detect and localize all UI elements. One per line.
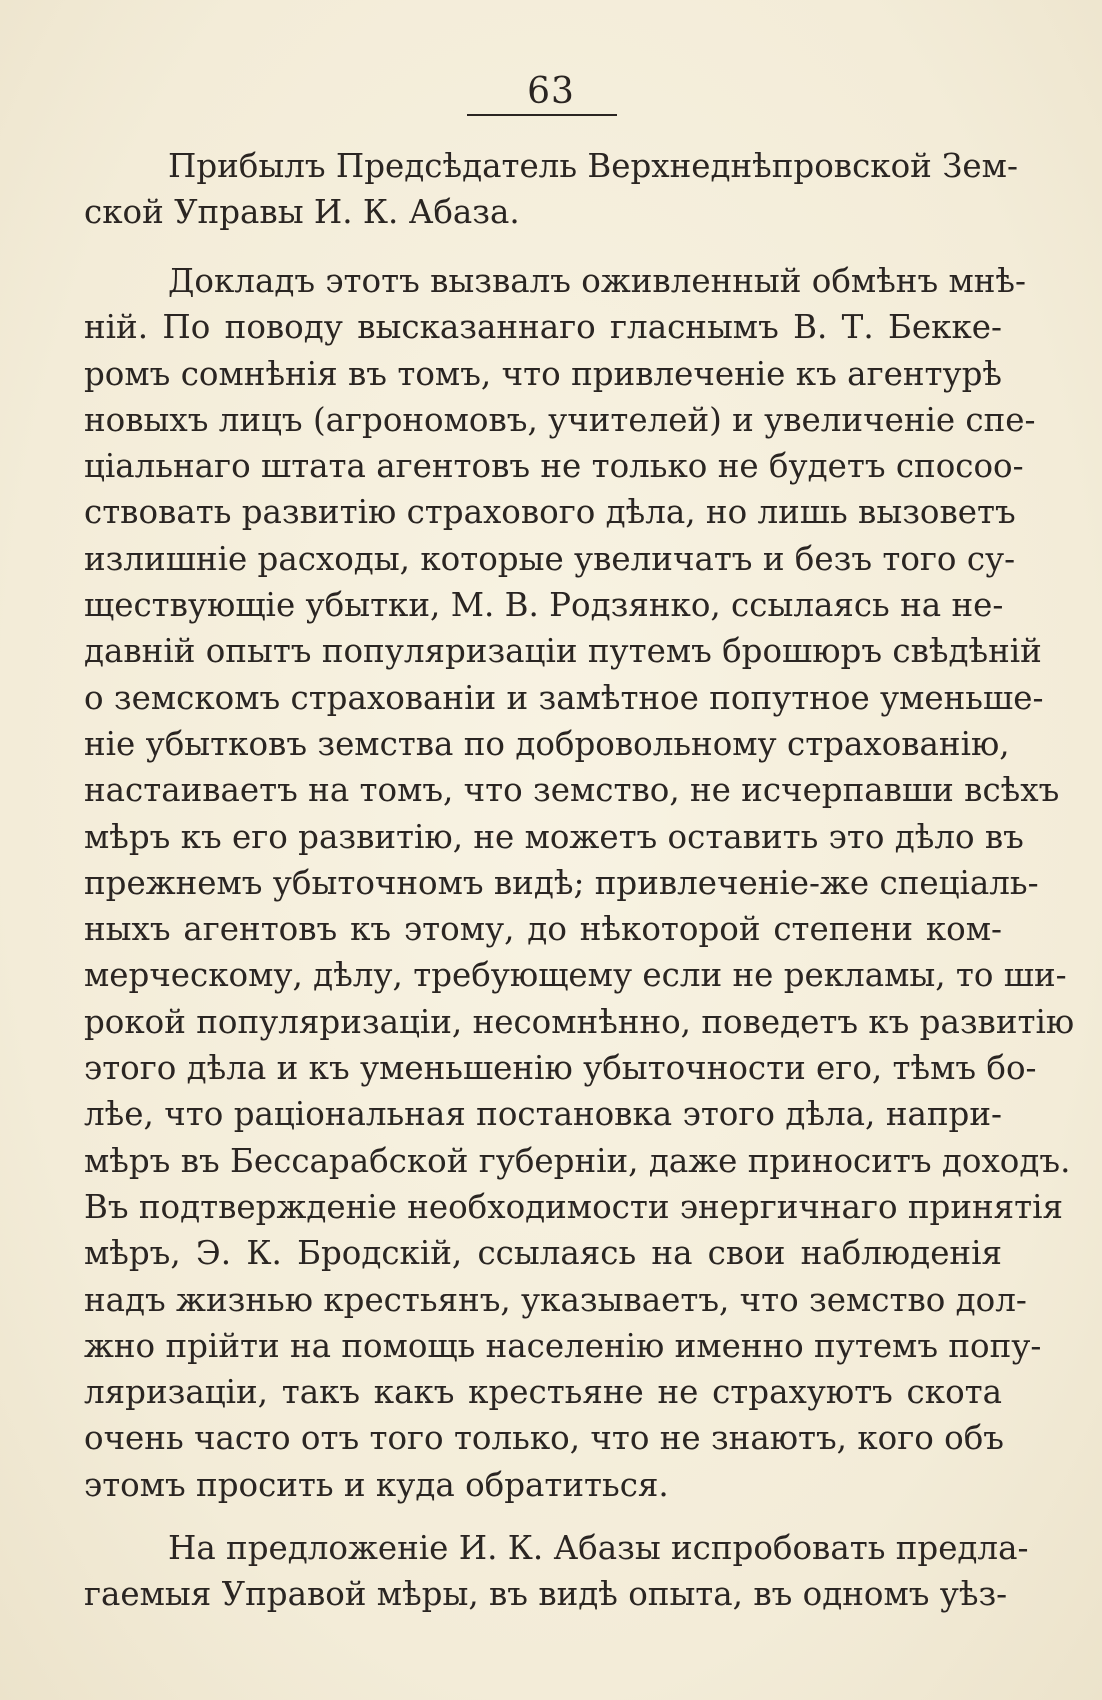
page-number: 63 — [527, 71, 575, 112]
paragraph-3 — [84, 1525, 1029, 1618]
text-line: гаемыя Управой мѣры, въ видѣ опыта, въ одномъ уѣз- — [84, 1575, 1008, 1614]
page-number-rule — [467, 114, 617, 116]
text-line: мѣръ въ Бессарабской губерніи, даже приноситъ доходъ. — [84, 1141, 1071, 1180]
text-line: очень часто отъ того только, что не знаютъ, кого объ — [84, 1419, 1004, 1458]
text-line: давній опытъ популяризаціи путемъ брошюръ свѣдѣній — [84, 632, 1042, 671]
text-line: Прибылъ Предсѣдатель Верхнеднѣпровской Зем- — [168, 147, 1018, 185]
text-line: ществующіе убытки, М. В. Родзянко, ссылаясь на не- — [84, 586, 1004, 625]
text-line: лѣе, что раціональная постановка этого дѣла, напри- — [84, 1095, 1002, 1134]
text-line: ромъ сомнѣнія въ томъ, что привлеченіе къ агентурѣ — [84, 354, 1002, 393]
text-line: Въ подтвержденіе необходимости энергичнаго принятія — [84, 1187, 1064, 1226]
text-line: этомъ просить и куда обратиться. — [84, 1465, 669, 1504]
text-line: прежнемъ убыточномъ видѣ; привлеченіе-же спеціаль- — [84, 863, 1039, 902]
text-line: излишніе расходы, которые увеличатъ и безъ того су- — [84, 539, 1016, 578]
paragraph-2 — [84, 258, 1075, 1508]
text-line: ніе убытковъ земства по добровольному страхованію, — [84, 724, 1010, 763]
text-line: этого дѣла и къ уменьшенію убыточности его, тѣмъ бо- — [84, 1049, 1037, 1088]
text-line: жно прійти на помощь населенію именно путемъ попу- — [84, 1326, 1042, 1365]
text-line: ляризаціи, такъ какъ крестьяне не страхуютъ скота — [84, 1373, 1002, 1412]
text-line: На предложеніе И. К. Абазы испробовать предла- — [168, 1529, 1029, 1567]
text-line: ній. По поводу высказаннаго гласнымъ В. Т. Бекке- — [84, 308, 1002, 347]
paragraph-1 — [84, 143, 1018, 236]
text-line: ствовать развитію страхового дѣла, но лишь вызоветъ — [84, 493, 1016, 532]
text-line: настаиваетъ на томъ, что земство, не исчерпавши всѣхъ — [84, 771, 1060, 810]
text-line: мерческому, дѣлу, требующему если не рекламы, то ши- — [84, 956, 1067, 995]
text-line: о земскомъ страхованіи и замѣтное попутное уменьше- — [84, 678, 1044, 717]
text-line: Докладъ этотъ вызвалъ оживленный обмѣнъ мнѣ- — [168, 262, 1026, 300]
text-line: новыхъ лицъ (агрономовъ, учителей) и увеличеніе спе- — [84, 400, 1036, 439]
text-line: ціальнаго штата агентовъ не только не будетъ спосоо- — [84, 447, 1024, 486]
text-line: ской Управы И. К. Абаза. — [84, 193, 520, 232]
text-line: рокой популяризаціи, несомнѣнно, поведетъ къ развитію — [84, 1002, 1075, 1041]
text-line: ныхъ агентовъ къ этому, до нѣкоторой степени ком- — [84, 910, 1002, 949]
text-line: надъ жизнью крестьянъ, указываетъ, что земство дол- — [84, 1280, 1027, 1319]
text-line: мѣръ, Э. К. Бродскій, ссылаясь на свои наблюденія — [84, 1234, 1002, 1273]
text-line: мѣръ къ его развитію, не можетъ оставить это дѣло въ — [84, 817, 1024, 856]
